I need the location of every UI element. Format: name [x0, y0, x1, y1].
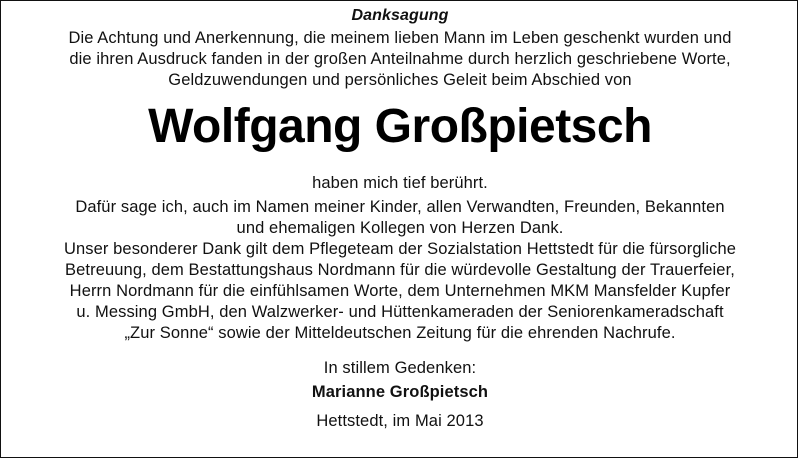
intro-line: Geldzuwendungen und persönliches Geleit beim Abschied von	[168, 71, 632, 89]
thanks-line: Dafür sage ich, auch im Namen meiner Kinder, allen Verwandten, Freunden, Bekannten	[75, 198, 725, 216]
notice-heading: Danksagung	[351, 7, 449, 24]
special-thanks-line: Herrn Nordmann für die einfühlsamen Worte, dem Unternehmen MKM Mansfelder Kupfer	[69, 282, 731, 300]
thanks-paragraph	[0, 197, 800, 239]
special-thanks-line: Betreuung, dem Bestattungshaus Nordmann für die würdevolle Gestaltung der Trauerfeier,	[65, 261, 735, 279]
special-thanks-line: „Zur Sonne“ sowie der Mitteldeutschen Zeitung für die ehrenden Nachrufe.	[124, 324, 676, 342]
thanks-line: und ehemaligen Kollegen von Herzen Dank.	[236, 219, 564, 237]
special-thanks-paragraph	[0, 239, 800, 344]
touched-line: haben mich tief berührt.	[312, 174, 488, 192]
special-thanks-line: u. Messing GmbH, den Walzwerker- und Hüttenkameraden der Seniorenkameradschaft	[76, 303, 724, 321]
signer-name: Marianne Großpietsch	[311, 383, 489, 401]
intro-line: die ihren Ausdruck fanden in der großen Anteilnahme durch herzlich geschriebene Worte,	[69, 50, 731, 68]
intro-line: Die Achtung und Anerkennung, die meinem lieben Mann im Leben geschenkt wurden und	[68, 29, 732, 47]
special-thanks-line: Unser besonderer Dank gilt dem Pflegeteam der Sozialstation Hettstedt für die fürsorgliche	[63, 240, 737, 258]
memory-line: In stillem Gedenken:	[323, 359, 477, 377]
place-date: Hettstedt, im Mai 2013	[316, 412, 484, 430]
intro-paragraph	[0, 28, 800, 91]
deceased-name: Wolfgang Großpietsch	[148, 100, 652, 153]
